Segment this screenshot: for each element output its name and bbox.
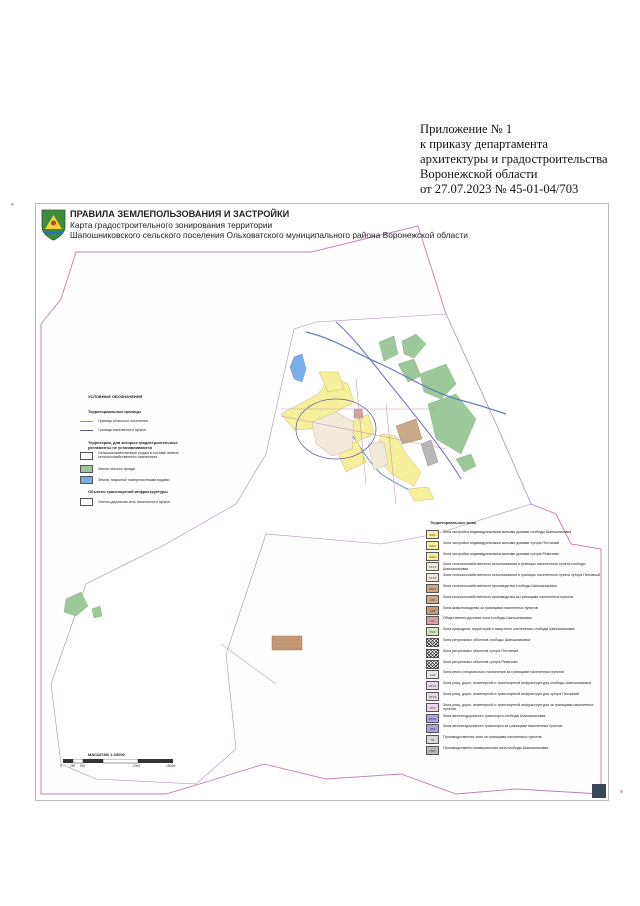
zone-label: Зона железнодорожного транспорта за границами населенных пунктов bbox=[443, 724, 562, 729]
zone-swatch: СН3 bbox=[426, 670, 439, 679]
map-title: ПРАВИЛА ЗЕМЛЕПОЛЬЗОВАНИЯ И ЗАСТРОЙКИ bbox=[70, 209, 290, 219]
zone-label: Зона улиц, дорог, инженерной и транспортной инфраструктуры хутора Песчаный bbox=[443, 692, 580, 696]
zone-legend-row bbox=[426, 541, 604, 551]
zone-legend-row bbox=[426, 638, 604, 648]
zone-legend-row bbox=[426, 703, 604, 713]
zones-heading: Территориальные зоны bbox=[430, 520, 477, 525]
zone-label: Производственная зона за границами населенных пунктов bbox=[443, 735, 542, 740]
zone-legend-row bbox=[426, 595, 604, 605]
appendix-line-2: к приказу департамента bbox=[420, 137, 548, 151]
legend-conventional-signs bbox=[80, 394, 195, 514]
production-zone bbox=[354, 409, 363, 418]
zone-swatch: ИТ3/1 bbox=[426, 714, 439, 723]
zone-legend-row bbox=[426, 562, 604, 572]
legend-agri-land: Сельскохозяйственные угодья в составе земель сельскохозяйственного назначения bbox=[98, 451, 179, 459]
legend-boundaries-heading: Территориальные границы bbox=[88, 409, 142, 414]
zone-legend-row bbox=[426, 692, 604, 702]
zone-swatch: О1 bbox=[426, 616, 439, 625]
map-sheet bbox=[35, 203, 609, 801]
map-subtitle: Карта градостроительного зонирования территории bbox=[70, 220, 273, 230]
appendix-line-3: архитектуры и градостроительства bbox=[420, 152, 608, 166]
legend-settlement-border: Граница сельского поселения bbox=[98, 419, 148, 423]
coat-of-arms-icon bbox=[41, 209, 66, 241]
zone-label: Зона железнодорожного транспорта слободы Шапошниковка bbox=[443, 713, 546, 718]
zone-swatch: СХ3 bbox=[426, 606, 439, 615]
zone-legend-row bbox=[426, 735, 604, 745]
scale-bar bbox=[58, 752, 178, 778]
zone-swatch: П1 bbox=[426, 735, 439, 744]
appendix-block bbox=[420, 122, 635, 197]
zone-label: Зона улиц, дорог, инженерной и транспортной инфраструктуры слободы Шапошниковка bbox=[443, 681, 591, 686]
legend-forest-land: Земли лесного фонда bbox=[98, 467, 135, 471]
legend-water-land: Земли, покрытые поверхностными водами bbox=[98, 478, 170, 482]
legend-heading: УСЛОВНЫЕ ОБОЗНАЧЕНИЯ bbox=[88, 394, 143, 399]
zone-label: Зона иного специального назначения за границами населенных пунктов bbox=[443, 670, 565, 675]
zone-swatch: ИТ3 bbox=[426, 724, 439, 733]
zone-swatch: Ж1/2 bbox=[426, 541, 439, 550]
zone-label: Зона застройки индивидуальными жилыми домами слободы Шапошниковка bbox=[443, 530, 572, 534]
zone-swatch: СХ1/2 bbox=[426, 573, 439, 582]
scale-tick: 500 bbox=[80, 764, 86, 768]
zone-legend-row bbox=[426, 616, 604, 626]
scale-title: МАСШТАБ 1:25000 bbox=[88, 752, 125, 757]
zone-label: Зона ритуальных объектов слободы Шапошниковка bbox=[443, 638, 531, 642]
zone-label: Зона природных территорий и защитного озеленения слободы Шапошниковка bbox=[443, 627, 575, 632]
zone-legend-row bbox=[426, 670, 604, 680]
registration-mark bbox=[620, 790, 623, 793]
scale-tick: 0 bbox=[60, 764, 62, 768]
zone-swatch: ИТ1/2 bbox=[426, 692, 439, 701]
zone-swatch bbox=[426, 638, 439, 647]
zone-legend-row bbox=[426, 649, 604, 659]
zone-swatch: ИТ1/1 bbox=[426, 681, 439, 690]
zone-legend-row bbox=[426, 660, 604, 670]
zone-label: Зона сельскохозяйственного производства за границами населенных пунктов bbox=[443, 594, 574, 599]
legend-locality-border: Граница населенного пункта bbox=[98, 428, 146, 432]
scale-tick: 1500м bbox=[166, 764, 176, 768]
zone-label: Зона ритуальных объектов хутора Ремизово bbox=[443, 659, 518, 664]
scale-tick: 250 bbox=[70, 764, 76, 768]
zone-legend-row bbox=[426, 746, 604, 756]
zone-swatch: Р1/1 bbox=[426, 627, 439, 636]
zone-legend-row bbox=[426, 724, 604, 734]
zone-swatch: СХ1/1 bbox=[426, 562, 439, 571]
registration-mark bbox=[11, 203, 14, 206]
map-subtitle-2: Шапошниковского сельского поселения Ольховатского муниципального района Воронежской области bbox=[70, 230, 468, 240]
water-land-swatch bbox=[80, 476, 93, 484]
legend-no-regulation-heading: Территории, для которых градостроительные регламенты не устанавливаются bbox=[88, 440, 178, 450]
zone-legend-row bbox=[426, 552, 604, 562]
zone-swatch bbox=[426, 660, 439, 669]
zone-label: Производственно-коммунальная зона слободы Шапошниковка bbox=[443, 746, 549, 750]
zone-swatch: ИТ2 bbox=[426, 703, 439, 712]
settlement-border-swatch bbox=[80, 421, 93, 422]
zone-label: Зона застройки индивидуальными жилыми домами хутора Ремизово bbox=[443, 551, 559, 556]
zone-legend-row bbox=[426, 573, 604, 583]
appendix-line-5: от 27.07.2023 № 45-01-04/703 bbox=[420, 182, 579, 196]
scale-tick: 1000 bbox=[133, 764, 141, 768]
zone-legend-row bbox=[426, 627, 604, 637]
zone-swatch bbox=[426, 649, 439, 658]
zone-label: Зона улиц, дорог, инженерной и транспортной инфраструктуры за границами населенных пунктов bbox=[443, 702, 594, 711]
zone-label: Зона сельскохозяйственного производства слободы Шапошниковка bbox=[443, 584, 557, 588]
forest-land-swatch bbox=[80, 465, 93, 473]
zone-legend-row bbox=[426, 584, 604, 594]
zone-label: Зона ритуальных объектов хутора Песчаный bbox=[443, 648, 519, 653]
qr-code-icon bbox=[592, 784, 606, 798]
zone-legend-row bbox=[426, 606, 604, 616]
agri-land-swatch bbox=[80, 452, 93, 460]
legend-transport-heading: Объекты транспортной инфраструктуры bbox=[88, 489, 168, 494]
zone-label: Зона сельскохозяйственного использования в границах населенного пункта слободы Шапошниковка bbox=[443, 562, 586, 571]
zone-label: Зона сельскохозяйственного использования в границах населенного пункта хутора Песчаный bbox=[443, 573, 600, 578]
zone-label: Общественно-деловая зона слободы Шапошниковка bbox=[443, 616, 532, 621]
zone-swatch: Ж1/1 bbox=[426, 530, 439, 539]
appendix-line-1: Приложение № 1 bbox=[420, 122, 513, 136]
legend-territorial-zones bbox=[426, 520, 606, 755]
zone-label: Зона животноводства за границами населенных пунктов bbox=[443, 605, 538, 610]
zone-legend-row bbox=[426, 681, 604, 691]
zone-swatch: Ж1/3 bbox=[426, 552, 439, 561]
zone-label: Зона застройки индивидуальными жилыми домами хутора Песчаный bbox=[443, 540, 560, 545]
legend-street-network: Улично-дорожная сеть населенного пункта bbox=[98, 500, 170, 504]
zone-swatch: СХ2 bbox=[426, 595, 439, 604]
zone-swatch: П2/1 bbox=[426, 746, 439, 755]
zone-swatch: СХ2/1 bbox=[426, 584, 439, 593]
appendix-line-4: Воронежской области bbox=[420, 167, 538, 181]
zone-legend-row bbox=[426, 530, 604, 540]
locality-border-swatch bbox=[80, 430, 93, 431]
zone-legend-row bbox=[426, 714, 604, 724]
street-network-swatch bbox=[80, 498, 93, 506]
